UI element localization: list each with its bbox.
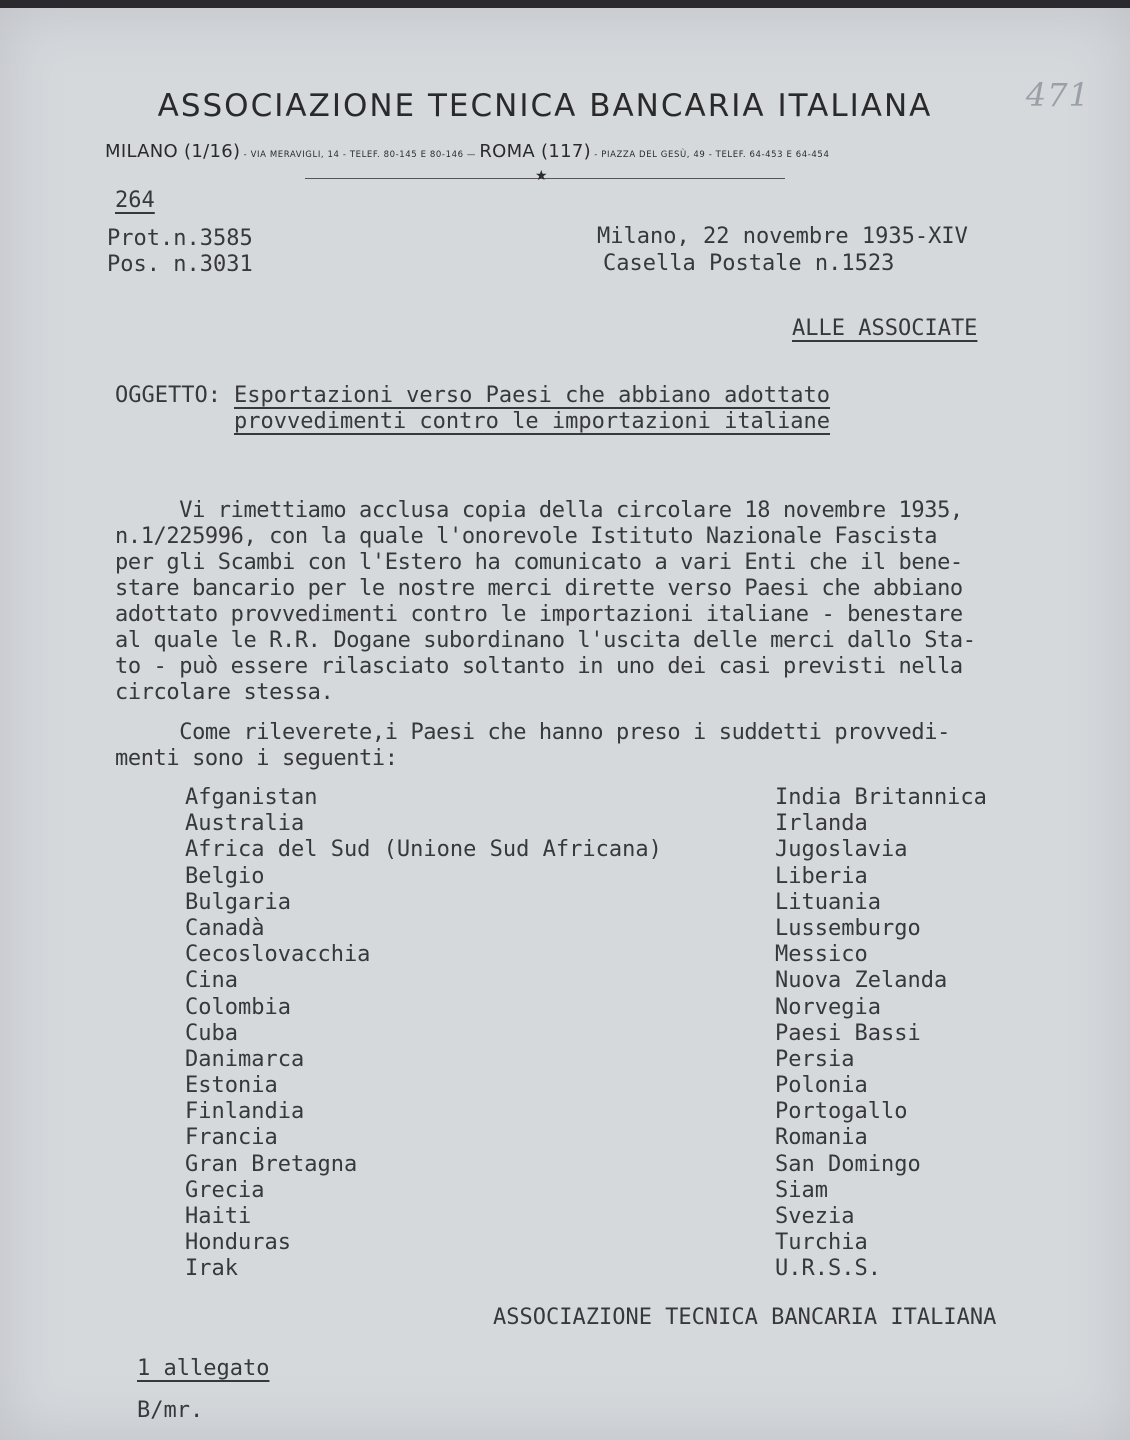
countries-right-list [775, 785, 987, 1283]
list-item: Afganistan [185, 785, 318, 810]
paragraph-line: n.1/225996, con la quale l'onorevole Istituto Nazionale Fascista [115, 524, 938, 549]
list-item: Estonia [185, 1073, 278, 1099]
list-item: Cina [185, 968, 238, 994]
countries-left-list [185, 785, 662, 1283]
list-item: Gran Bretagna [185, 1151, 358, 1177]
signature: ASSOCIAZIONE TECNICA BANCARIA ITALIANA [493, 1305, 997, 1330]
list-item: Jugoslavia [775, 837, 908, 863]
typist-initials: B/mr. [137, 1398, 204, 1423]
subject-label: OGGETTO: [115, 383, 221, 408]
milano-city: MILANO (1/16) [105, 141, 241, 162]
subject-line-2: provvedimenti contro le importazioni italiane [234, 409, 831, 434]
list-item: Cecoslovacchia [185, 942, 371, 968]
list-item: India Britannica [775, 785, 987, 810]
list-item: Danimarca [185, 1046, 305, 1072]
paragraph-line: per gli Scambi con l'Estero ha comunicato a vari Enti che il bene- [115, 550, 963, 575]
roma-address: - PIAZZA DEL GESÙ, 49 - TELEF. 64-453 E 64-454 [590, 150, 830, 160]
paragraph-line: al quale le R.R. Dogane subordinano l'uscita delle merci dallo Sta- [115, 628, 976, 653]
list-item: Svezia [775, 1204, 855, 1229]
list-item: Belgio [185, 863, 265, 889]
list-item: Siam [775, 1177, 828, 1203]
list-item: Cuba [185, 1020, 238, 1046]
list-item: Africa del Sud (Unione Sud Africana) [185, 837, 662, 863]
paragraph-line: menti sono i seguenti: [115, 746, 398, 771]
document-number: 264 [115, 188, 155, 213]
list-item: Irlanda [775, 811, 868, 837]
list-item: Lussemburgo [775, 915, 921, 941]
list-item: Nuova Zelanda [775, 968, 948, 994]
date-line: Milano, 22 novembre 1935-XIV [597, 224, 968, 249]
letterhead-address [105, 141, 829, 162]
position-number: Pos. n.3031 [107, 252, 253, 277]
list-item: Paesi Bassi [775, 1020, 921, 1046]
star-icon: ★ [535, 168, 548, 184]
protocol-number: Prot.n.3585 [107, 226, 253, 251]
list-item: Portogallo [775, 1099, 908, 1125]
list-item: Grecia [185, 1177, 265, 1203]
list-item: Francia [185, 1125, 278, 1151]
paragraph-line: circolare stessa. [115, 680, 334, 705]
list-item: U.R.S.S. [775, 1256, 881, 1282]
postal-box: Casella Postale n.1523 [603, 251, 895, 276]
paragraph-line: stare bancario per le nostre merci dirette verso Paesi che abbiano [115, 576, 963, 601]
list-item: Finlandia [185, 1099, 305, 1125]
list-item: Haiti [185, 1204, 252, 1229]
recipient: ALLE ASSOCIATE [792, 316, 978, 341]
list-item: Turchia [775, 1230, 868, 1256]
list-item: Canadà [185, 915, 265, 941]
milano-address: - VIA MERAVIGLI, 14 - TELEF. 80-145 E 80-146 — [240, 150, 480, 160]
list-item: Honduras [185, 1230, 291, 1256]
list-item: Australia [185, 811, 305, 837]
archive-number: 471 [1025, 76, 1090, 114]
list-item: Liberia [775, 863, 868, 889]
letterhead-org-name: ASSOCIAZIONE TECNICA BANCARIA ITALIANA [157, 88, 933, 124]
list-item: Polonia [775, 1073, 868, 1099]
list-item: Norvegia [775, 994, 881, 1020]
list-item: Lituania [775, 889, 881, 915]
letter-page [0, 8, 1130, 1440]
list-item: San Domingo [775, 1151, 921, 1177]
list-item: Irak [185, 1256, 238, 1282]
list-item: Colombia [185, 994, 291, 1020]
paragraph-line: Vi rimettiamo acclusa copia della circolare 18 novembre 1935, [115, 498, 963, 523]
subject-line-1: Esportazioni verso Paesi che abbiano adottato [234, 383, 831, 408]
attachment-note: 1 allegato [137, 1356, 270, 1381]
list-item: Bulgaria [185, 889, 291, 915]
list-item: Messico [775, 942, 868, 968]
paragraph-line: Come rileverete,i Paesi che hanno preso i suddetti provvedi- [115, 720, 950, 745]
paragraph-line: to - può essere rilasciato soltanto in uno dei casi previsti nella [115, 654, 963, 679]
list-item: Romania [775, 1125, 868, 1151]
roma-city: ROMA (117) [479, 141, 591, 162]
list-item: Persia [775, 1046, 855, 1072]
paragraph-line: adottato provvedimenti contro le importazioni italiane - benestare [115, 602, 963, 627]
